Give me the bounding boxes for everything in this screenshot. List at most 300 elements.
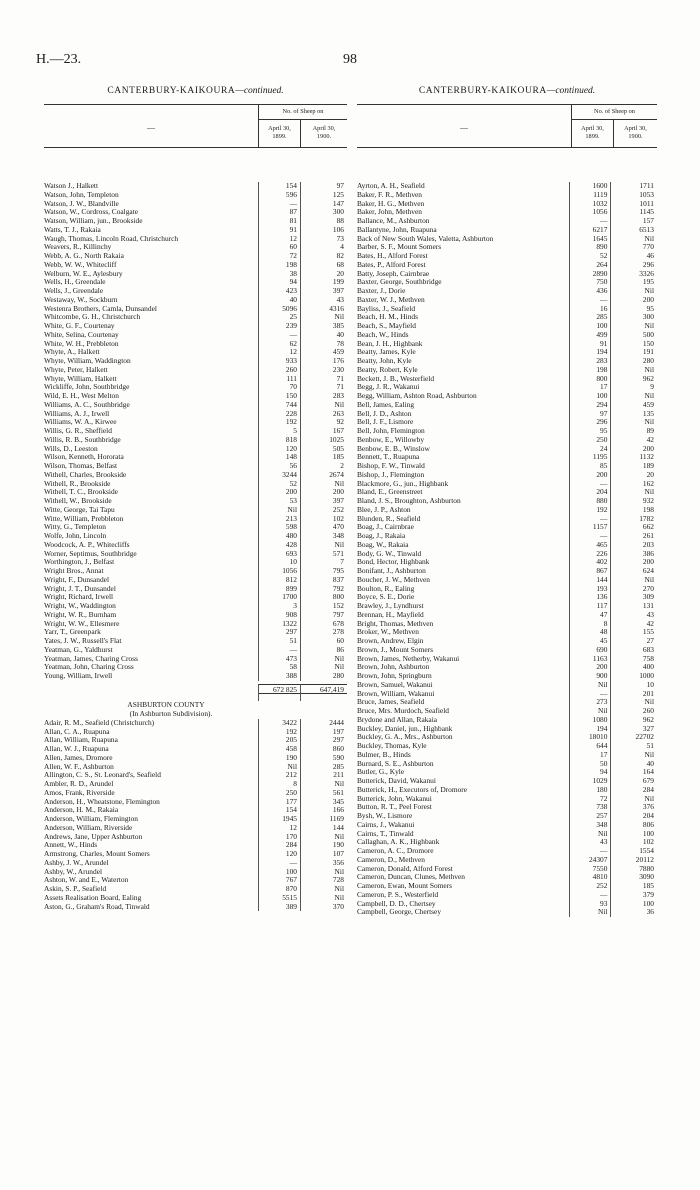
owner-name: Bayliss, J., Seafield [357, 304, 416, 313]
sheep-1900: 284 [610, 786, 657, 795]
owner-name: Bishop, F. W., Tinwald [357, 462, 425, 470]
owner-name: Brydone and Allan, Rakaia [357, 715, 438, 724]
sheep-1899: 264 [569, 261, 611, 270]
owner-name: Withell, T. C., Brookside [44, 488, 118, 497]
sheep-1900: 20112 [610, 856, 657, 865]
sheep-1899: 6217 [569, 226, 611, 235]
table-row [44, 894, 347, 903]
table-row [44, 200, 347, 209]
owner-name: Allan, William, Ruapuna [44, 736, 118, 745]
owner-name [44, 693, 258, 702]
table-row [44, 270, 347, 279]
sheep-1900: 270 [610, 585, 657, 594]
table-row [44, 567, 347, 576]
table-row [357, 795, 657, 804]
table-row [357, 541, 657, 550]
sheep-1899: 8 [569, 620, 611, 629]
sheep-1900: Nil [610, 235, 657, 244]
sheep-1900: 7880 [610, 865, 657, 874]
sheep-1899: 94 [258, 278, 300, 287]
table-row [357, 322, 657, 331]
table-row [44, 331, 347, 340]
owner-name: Batty, Joseph, Cairnbrae [357, 269, 430, 278]
owner-name: Willis, G. R., Sheffield [44, 427, 112, 435]
sheep-1900: 728 [300, 876, 347, 885]
sheep-1900: 280 [610, 357, 657, 366]
table-row [44, 620, 347, 629]
sheep-1899: — [569, 847, 611, 856]
owner-name: Cameron, D., Methven [357, 855, 425, 864]
year-1900-header: April 30, 1900. [613, 119, 657, 147]
name-column-header: — [147, 123, 155, 132]
table-row [357, 523, 657, 532]
owner-name: Boulton, R., Ealing [357, 584, 415, 593]
owner-name: Cairns, T., Tinwald [357, 829, 414, 838]
sheep-1899: 1600 [569, 182, 611, 191]
owner-name: Allan, W. J., Ruapuna [44, 745, 109, 753]
owner-name: Begg, William, Ashton Road, Ashburton [357, 392, 477, 400]
sheep-1900: 300 [300, 208, 347, 217]
sheep-1900: 500 [610, 331, 657, 340]
sheep-1900: 78 [300, 340, 347, 349]
sheep-count-header: No. of Sheep on [258, 105, 347, 120]
table-row [44, 462, 347, 471]
sheep-1899: 144 [569, 576, 611, 585]
owner-name: Witte, William, Prebbleton [44, 514, 124, 523]
sheep-1900: Nil [300, 663, 347, 672]
owner-name: Wolfe, John, Lincoln [44, 532, 107, 540]
sheep-1900: 162 [610, 480, 657, 489]
sheep-1899: — [258, 331, 300, 340]
sheep-1900: 283 [300, 392, 347, 401]
sheep-1899: 1056 [569, 208, 611, 217]
sheep-1900: 385 [300, 322, 347, 331]
sheep-1900: 95 [610, 305, 657, 314]
table-row [44, 684, 347, 693]
table-row [44, 719, 347, 728]
owner-name: Bates, H., Alford Forest [357, 252, 428, 260]
table-row [44, 217, 347, 226]
owner-name: Cameron, P. S., Westerfield [357, 890, 439, 899]
table-row [357, 620, 657, 629]
owner-name: Ballance, M., Ashburton [357, 217, 430, 225]
sheep-1900: 9 [610, 383, 657, 392]
sheep-1899: 213 [258, 515, 300, 524]
table-row [44, 453, 347, 462]
sheep-1900: 100 [610, 900, 657, 909]
sheep-1900: 155 [610, 628, 657, 637]
table-row [357, 751, 657, 760]
table-row [44, 480, 347, 489]
sheep-1899: — [258, 200, 300, 209]
sheep-1899: 260 [258, 366, 300, 375]
owner-name: Whyte, Peter, Halkett [44, 365, 108, 374]
owner-name: Bland, J. S., Broughton, Ashburton [357, 497, 461, 505]
sheep-1900: Nil [610, 488, 657, 497]
table-row [44, 366, 347, 375]
owner-name: Brown, John, Ashburton [357, 663, 430, 672]
table-row [357, 287, 657, 296]
sheep-1899: 1080 [569, 716, 611, 725]
owner-name: Worner, Septimus, Southbridge [44, 549, 137, 558]
sheep-1900: 309 [610, 593, 657, 602]
sheep-1900: 144 [300, 824, 347, 833]
sheep-1900: 230 [300, 366, 347, 375]
table-row [44, 806, 347, 815]
table-row [357, 742, 657, 751]
sheep-1899: 58 [258, 663, 300, 672]
sheep-1900: 795 [300, 567, 347, 576]
table-row [357, 830, 657, 839]
table-row [357, 637, 657, 646]
owner-name: Begg, J. R., Wakanui [357, 383, 420, 392]
sheep-1899: 25 [258, 313, 300, 322]
sheep-1899: — [569, 515, 611, 524]
sheep-1900: 797 [300, 611, 347, 620]
sheep-1900: Nil [610, 751, 657, 760]
table-row [44, 471, 347, 480]
table-row [44, 672, 347, 681]
sheep-1899: 473 [258, 655, 300, 664]
sheep-1900: Nil [610, 418, 657, 427]
owner-name: Wright, W. W., Ellesmere [44, 619, 120, 628]
table-row [44, 182, 347, 191]
owner-name: Wells, J., Greendale [44, 287, 104, 295]
sheep-1900: Nil [300, 780, 347, 789]
sheep-1900: Nil [300, 894, 347, 903]
owner-name: Bulmer, B., Hinds [357, 750, 411, 759]
sheep-1900: 4316 [300, 305, 347, 314]
sheep-1900: 201 [610, 690, 657, 699]
sheep-1899: 239 [258, 322, 300, 331]
sheep-1900: 125 [300, 191, 347, 200]
sheep-1899: 5096 [258, 305, 300, 314]
sheep-1899: 193 [569, 585, 611, 594]
owner-name: Yates, J. W., Russell's Flat [44, 637, 122, 645]
owner-name: Beach, S., Mayfield [357, 322, 416, 330]
table-row [357, 900, 657, 909]
table-row [44, 322, 347, 331]
table-row [44, 745, 347, 754]
sheep-1899: 1322 [258, 620, 300, 629]
sheep-1899: 148 [258, 453, 300, 462]
owner-name: Beatty, James, Kyle [357, 348, 416, 357]
table-row [357, 182, 657, 191]
owner-name: Baxter, J., Dorie [357, 287, 406, 295]
table-row [44, 868, 347, 877]
table-row [357, 777, 657, 786]
sheep-1900: 662 [610, 523, 657, 532]
sheep-1900: 185 [610, 882, 657, 891]
sheep-1899: 900 [569, 672, 611, 681]
sheep-1899: 53 [258, 497, 300, 506]
owner-name: Bell, James, Ealing [357, 400, 415, 409]
sheep-1899: 154 [258, 182, 300, 191]
table-row [357, 725, 657, 734]
owner-name: Buckley, Daniel, jun., Highbank [357, 724, 453, 733]
sheep-1899: 285 [569, 313, 611, 322]
table-row [357, 602, 657, 611]
owner-name: Witte, George, Tai Tapu [44, 505, 115, 514]
sheep-1900: 97 [300, 182, 347, 191]
table-row [44, 628, 347, 637]
sheep-1900: 27 [610, 637, 657, 646]
sheep-1899: 81 [258, 217, 300, 226]
table-row [357, 655, 657, 664]
sheep-1900: 297 [300, 736, 347, 745]
owner-name: Anderson, H. M., Rakaia [44, 806, 119, 815]
owner-name: Brawley, J., Lyndhurst [357, 602, 424, 610]
sheep-1899: Nil [569, 707, 611, 716]
owner-name: Baker, F. R., Methven [357, 190, 423, 199]
owner-name: Butterick, David, Wakanui [357, 777, 436, 785]
sheep-1900: 102 [300, 515, 347, 524]
sheep-1899: 800 [569, 375, 611, 384]
sheep-1900: 6513 [610, 226, 657, 235]
owner-name: Watson, J. W., Blandville [44, 199, 119, 208]
sheep-1899: 908 [258, 611, 300, 620]
table-row [357, 733, 657, 742]
sheep-1900: 191 [610, 348, 657, 357]
owner-name: Wilson, Kenneth, Hororata [44, 453, 124, 462]
owner-name: Yeatman, John, Charing Cross [44, 663, 134, 672]
sheep-1899: 818 [258, 436, 300, 445]
table-row [44, 436, 347, 445]
owner-name: Ashby, J. W., Arundel [44, 858, 109, 867]
table-row [357, 200, 657, 209]
sheep-1900: 280 [300, 672, 347, 681]
owner-name: Whyte, William, Halkett [44, 374, 117, 383]
table-row [44, 763, 347, 772]
sheep-1899: 744 [258, 401, 300, 410]
owner-name: Campbell, George, Chertsey [357, 908, 442, 917]
table-row [357, 252, 657, 261]
sheep-1899: 596 [258, 191, 300, 200]
owner-name: Bright, Thomas, Methven [357, 619, 434, 628]
sheep-1899: 192 [258, 418, 300, 427]
sheep-1900: 20 [300, 270, 347, 279]
sheep-1900: 185 [300, 453, 347, 462]
owner-name: Allen, James, Dromore [44, 753, 113, 762]
sheep-1900: 683 [610, 646, 657, 655]
sheep-1900: 2674 [300, 471, 347, 480]
table-row [357, 646, 657, 655]
table-row [44, 593, 347, 602]
table-row [44, 191, 347, 200]
sheep-1900: 189 [610, 462, 657, 471]
table-row [44, 780, 347, 789]
sheep-1900: Nil [300, 868, 347, 877]
table-row [357, 873, 657, 882]
owner-name: Watts, T. J., Rakaia [44, 225, 101, 234]
sheep-1899: 348 [569, 821, 611, 830]
owner-name: Callaghan, A. K., Highbank [357, 838, 440, 847]
owner-name: Ayrton, A. H., Seafield [357, 182, 425, 190]
sheep-1899: 17 [569, 751, 611, 760]
sheep-1900: 107 [300, 850, 347, 859]
table-row [357, 812, 657, 821]
sheep-1899: 51 [258, 637, 300, 646]
sheep-1899: 284 [258, 841, 300, 850]
sheep-1900: 152 [300, 602, 347, 611]
table-row [44, 226, 347, 235]
sheep-1899: 95 [569, 427, 611, 436]
sheep-1900: 199 [300, 278, 347, 287]
left-column [44, 84, 347, 911]
table-row [44, 296, 347, 305]
year-1899-header: April 30, 1899. [258, 119, 300, 147]
sheep-1900: 1025 [300, 436, 347, 445]
table-row [44, 410, 347, 419]
sheep-1899: 192 [569, 506, 611, 515]
sheep-1899: 72 [569, 795, 611, 804]
table-row [44, 497, 347, 506]
table-row [44, 876, 347, 885]
owner-name: Cameron, Duncan, Clunes, Methven [357, 873, 465, 882]
owner-name: Watson, William, jun., Brookside [44, 217, 143, 225]
owner-name: Watson, W., Cordross, Coalgate [44, 208, 139, 217]
sheep-1900: 106 [300, 226, 347, 235]
table-row [44, 287, 347, 296]
table-row [357, 340, 657, 349]
sheep-1900: 7 [300, 558, 347, 567]
sheep-1900: 42 [610, 620, 657, 629]
table-row [357, 663, 657, 672]
owner-name: Whitcombe, G. H., Christchurch [44, 313, 141, 322]
table-row [357, 462, 657, 471]
sheep-1900: 376 [610, 803, 657, 812]
table-row [357, 270, 657, 279]
sheep-1900: 3090 [610, 873, 657, 882]
table-row [357, 707, 657, 716]
table-row [44, 401, 347, 410]
table-row [357, 786, 657, 795]
table-row [44, 243, 347, 252]
sheep-1900: 397 [300, 497, 347, 506]
owner-name: Westenra Brothers, Camla, Dunsandel [44, 304, 157, 313]
table-row [357, 488, 657, 497]
sheep-1900: 197 [300, 728, 347, 737]
owner-name: Bond, Hector, Highbank [357, 558, 430, 567]
owner-name: Yeatman, James, Charing Cross [44, 654, 138, 663]
table-header [44, 104, 347, 148]
sheep-1899: — [258, 646, 300, 655]
table-row [44, 383, 347, 392]
owner-name: Bland, E., Greenstreet [357, 488, 423, 497]
owner-name: Bates, P., Alford Forest [357, 260, 426, 269]
owners-list [44, 148, 347, 911]
sheep-1899: 10 [258, 558, 300, 567]
owner-name: Welburn, W. E., Aylesbury [44, 269, 123, 278]
sheep-1899: 18010 [569, 733, 611, 742]
page-header [36, 52, 664, 70]
owner-name: Cameron, A. C., Dromore [357, 847, 434, 855]
sheep-1899: 198 [258, 261, 300, 270]
table-row [357, 838, 657, 847]
sheep-1899: 465 [569, 541, 611, 550]
owner-name: Baker, John, Methven [357, 208, 422, 217]
sheep-1899: 72 [258, 252, 300, 261]
sheep-1899: 16 [569, 305, 611, 314]
table-row [357, 375, 657, 384]
subdivision-title: (In Ashburton Subdivision). [129, 710, 213, 718]
sheep-count-header: No. of Sheep on [571, 105, 657, 120]
table-row [357, 550, 657, 559]
sheep-1900: 459 [610, 401, 657, 410]
owner-name: Blee, J. P., Ashton [357, 505, 411, 514]
table-row [44, 235, 347, 244]
table-row [357, 243, 657, 252]
owner-name: Yeatman, G., Yaldhurst [44, 645, 113, 654]
sheep-1899: 8 [258, 780, 300, 789]
owner-name: Brown, William, Wakanui [357, 689, 435, 698]
owner-name: Withell, W., Brookside [44, 497, 112, 505]
sheep-1900: 792 [300, 585, 347, 594]
table-row [44, 357, 347, 366]
table-row [357, 357, 657, 366]
sheep-1899: 60 [258, 243, 300, 252]
owner-name: Wright Bros., Annat [44, 567, 104, 575]
sheep-1900: 770 [610, 243, 657, 252]
table-row [357, 760, 657, 769]
table-row [357, 891, 657, 900]
section-heading [44, 701, 347, 710]
table-row [44, 348, 347, 357]
sheep-1899: 5 [258, 427, 300, 436]
sheep-1899: 200 [258, 488, 300, 497]
sheep-1899: 767 [258, 876, 300, 885]
sheep-1899: — [569, 480, 611, 489]
sheep-1900: 60 [300, 637, 347, 646]
table-row [357, 768, 657, 777]
sheep-1899: 85 [569, 462, 611, 471]
sheep-1899: 1700 [258, 593, 300, 602]
owner-name: Aston, G., Graham's Road, Tinwald [44, 902, 150, 911]
sheep-1900: 36 [610, 908, 657, 917]
table-row [357, 585, 657, 594]
sheep-1899: 97 [569, 410, 611, 419]
owner-name: Allan, C. A., Ruapuna [44, 727, 110, 736]
table-row [44, 815, 347, 824]
sheep-1899: 250 [258, 789, 300, 798]
sheep-1899: 812 [258, 576, 300, 585]
table-row [44, 375, 347, 384]
sheep-1900: 345 [300, 798, 347, 807]
sheep-1899: 257 [569, 812, 611, 821]
sheep-1900: 1554 [610, 847, 657, 856]
sheep-1899: 283 [569, 357, 611, 366]
owner-name: Whyte, A., Halkett [44, 348, 100, 357]
sheep-1900: 22702 [610, 733, 657, 742]
owner-name: Campbell, D. D., Chertsey [357, 899, 436, 908]
sheep-1900: 1132 [610, 453, 657, 462]
sheep-1900: 211 [300, 771, 347, 780]
sheep-1899: 94 [569, 768, 611, 777]
sheep-1899: 91 [258, 226, 300, 235]
sheep-1900: Nil [300, 885, 347, 894]
table-row [357, 453, 657, 462]
sheep-1900: 195 [610, 278, 657, 287]
sheep-1900: Nil [300, 480, 347, 489]
table-row [44, 208, 347, 217]
owner-name: Brown, Samuel, Wakanui [357, 680, 433, 689]
sheep-1899: 38 [258, 270, 300, 279]
sheep-1899: 899 [258, 585, 300, 594]
sheep-1899: 120 [258, 445, 300, 454]
sheep-1899: 52 [569, 252, 611, 261]
sheep-1899: 52 [258, 480, 300, 489]
owner-name: Boag, W., Rakaia [357, 540, 409, 549]
